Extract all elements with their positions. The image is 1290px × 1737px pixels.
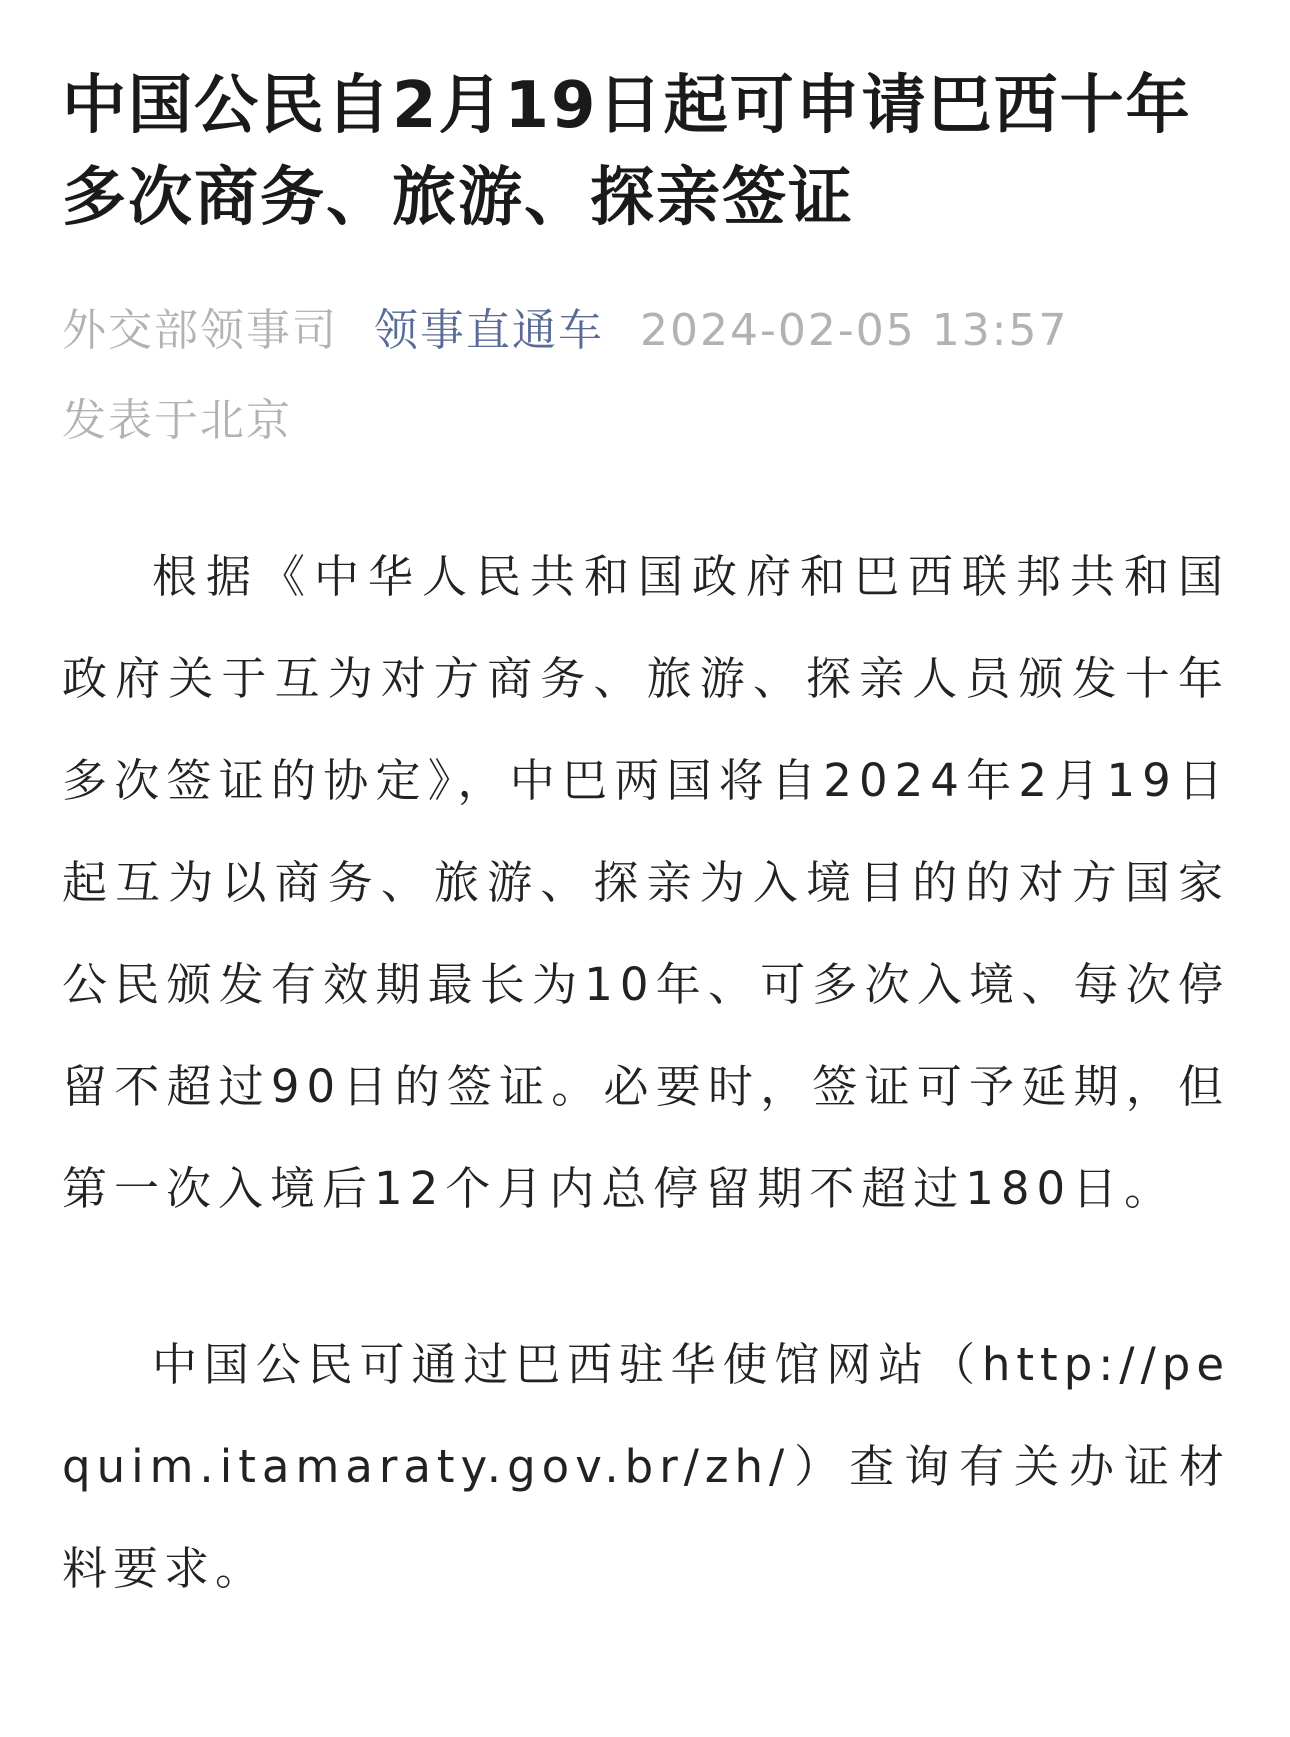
publish-location: 发表于北京	[62, 395, 292, 446]
article-title: 中国公民自2月19日起可申请巴西十年多次商务、旅游、探亲签证	[62, 69, 1192, 235]
article-body	[62, 526, 1230, 1620]
publish-datetime: 2024-02-05 13:57	[640, 305, 1069, 356]
paragraph: 根据《中华人民共和国政府和巴西联邦共和国政府关于互为对方商务、旅游、探亲人员颁发十年多次签证的协定》，中巴两国将自2024年2月19日起互为以商务、旅游、探亲为入境目的的对方国家公民颁发有效期最长为10年、可多次入境、每次停留不超过90日的签证。必要时，签证可予延期，但第一次入境后12个月内总停留期不超过180日。	[62, 550, 1230, 1215]
article-meta	[62, 286, 1230, 466]
paragraph: 中国公民可通过巴西驻华使馆网站（http://pequim.itamaraty.gov.br/zh/）查询有关办证材料要求。	[62, 1338, 1230, 1595]
account-link[interactable]: 领事直通车	[374, 305, 604, 356]
author-name: 外交部领事司	[62, 305, 338, 356]
article	[62, 0, 1230, 1694]
